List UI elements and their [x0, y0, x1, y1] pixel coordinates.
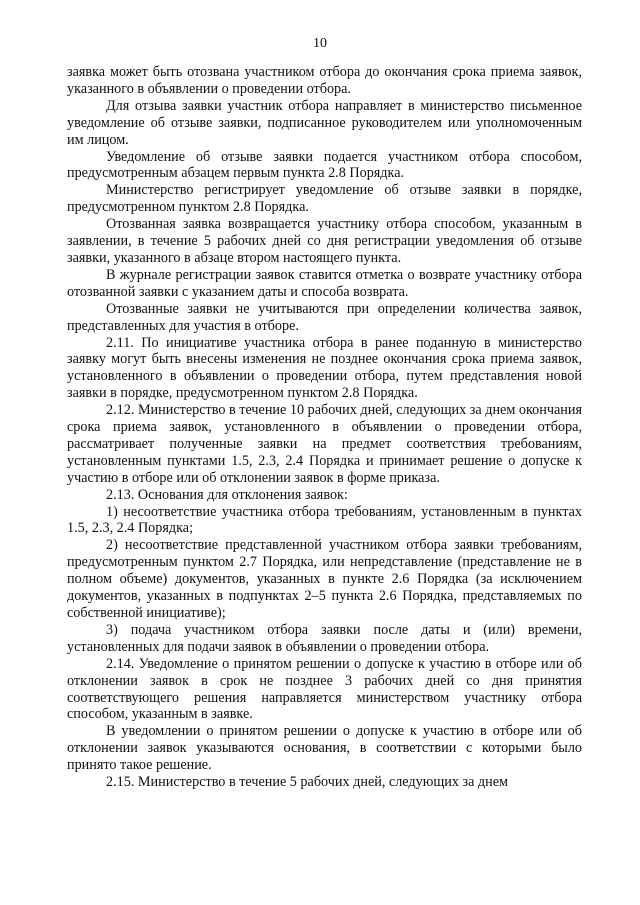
section-2-11: 2.11. По инициативе участника отбора в ранее поданную в министерство заявку могут быть внесены изменения не позднее окончания срока приема заявок, установленного в объявлении о проведении отбора, путем представления новой заявки в порядке, предусмотренном пунктом 2.8 Порядка. [67, 334, 582, 402]
paragraph: В журнале регистрации заявок ставится отметка о возврате участнику отбора отозванной заявки с указанием даты и способа возврата. [67, 266, 582, 300]
section-2-12: 2.12. Министерство в течение 10 рабочих дней, следующих за днем окончания срока приема заявок, установленного в объявлении о проведении отбора, рассматривает полученные заявки на предмет соответствия требованиям, установленным пунктами 1.5, 2.3, 2.4 Порядка и принимает решение о допуске к участию в отборе или об отклонении заявок в форме приказа. [67, 402, 582, 486]
list-item: 3) подача участником отбора заявки после даты и (или) времени, установленных для подачи заявок в объявлении о проведении отбора. [67, 621, 582, 655]
section-2-15: 2.15. Министерство в течение 5 рабочих дней, следующих за днем [106, 774, 509, 791]
paragraph: заявка может быть отозвана участником отбора до окончания срока приема заявок, указанного в объявлении о проведении отбора. [67, 64, 582, 97]
page-number: 10 [313, 36, 327, 51]
paragraph: Министерство регистрирует уведомление об отзыве заявки в порядке, предусмотренном пунктом 2.8 Порядка. [67, 182, 582, 216]
document-body [67, 64, 582, 791]
section-2-13-heading: 2.13. Основания для отклонения заявок: [106, 486, 348, 503]
paragraph: В уведомлении о принятом решении о допуске к участию в отборе или об отклонении заявок указываются основания, в соответствии с которыми было принято такое решение. [67, 723, 582, 774]
paragraph: Отозванная заявка возвращается участнику отбора способом, указанным в заявлении, в течение 5 рабочих дней со дня регистрации уведомления об отзыве заявки, указанного в абзаце втором настоящего пункта. [67, 216, 582, 266]
paragraph: Для отзыва заявки участник отбора направляет в министерство письменное уведомление об отзыве заявки, подписанное руководителем или уполномоченным им лицом. [67, 97, 582, 148]
paragraph: Отозванные заявки не учитываются при определении количества заявок, представленных для участия в отборе. [67, 300, 582, 334]
list-item: 1) несоответствие участника отбора требованиям, установленным в пунктах 1.5, 2.3, 2.4 Порядка; [67, 503, 582, 537]
paragraph: Уведомление об отзыве заявки подается участником отбора способом, предусмотренным абзацем первым пункта 2.8 Порядка. [67, 148, 582, 182]
section-2-14: 2.14. Уведомление о принятом решении о допуске к участию в отборе или об отклонении заявок в срок не позднее 3 рабочих дней со дня принятия соответствующего решения направляется министерством участнику отбора способом, указанным в заявке. [67, 655, 582, 723]
list-item: 2) несоответствие представленной участником отбора заявки требованиям, предусмотренным пунктом 2.7 Порядка, или непредставление (представление не в полном объеме) документов, указанных в пункте 2.6 Порядка (за исключением документов, указанных в подпунктах 2–5 пункта 2.6 Порядка, представляемых по собственной инициативе); [67, 537, 582, 621]
